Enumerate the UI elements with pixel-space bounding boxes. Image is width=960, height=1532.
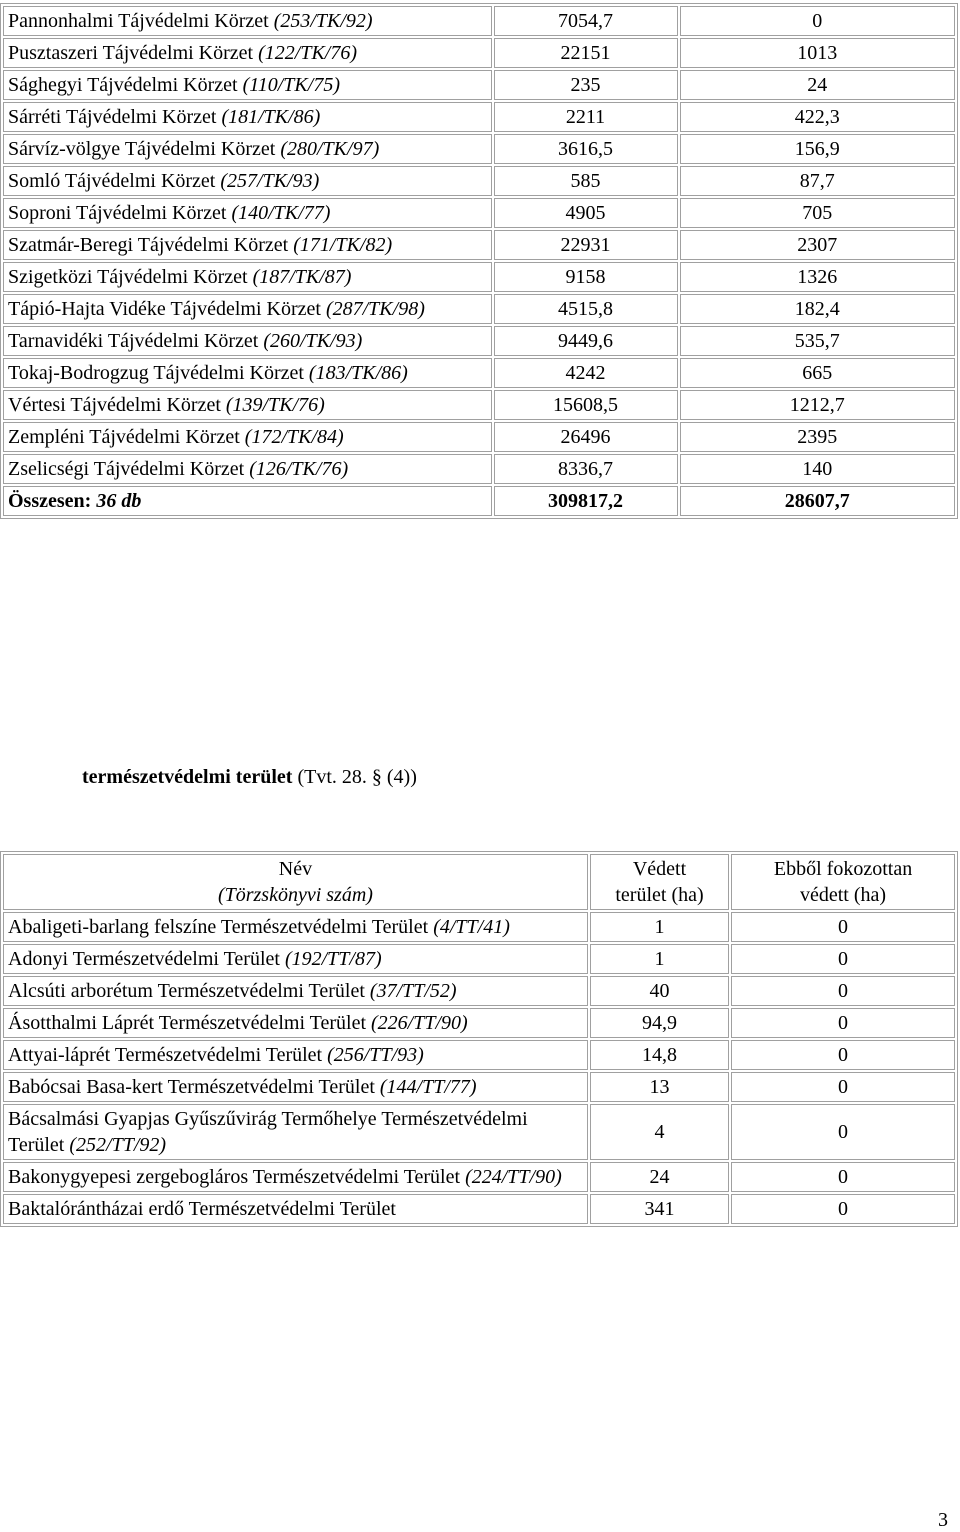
table-row [3,166,955,196]
page-number: 3 [938,1509,948,1531]
name-cell [3,454,492,484]
table-row [3,1040,955,1070]
strictly-protected-value: 0 [731,1040,955,1070]
area-name: Attyai-láprét Természetvédelmi Terület [8,1044,323,1066]
table-row [3,1162,955,1192]
protected-area-value: 341 [590,1194,729,1224]
total-label: Összesen: [8,490,92,512]
protected-area-value: 3616,5 [494,134,678,164]
protected-area-value: 26496 [494,422,678,452]
name-cell [3,262,492,292]
name-cell [3,6,492,36]
area-name: Abaligeti-barlang felszíne Természetvédelmi Terület [8,916,429,938]
area-name: Bácsalmási Gyapjas Gyűszűvirág Termőhelye Természetvédelmi Terület [8,1108,528,1156]
name-cell [3,912,588,942]
area-name: Sárréti Tájvédelmi Körzet [8,106,217,128]
registry-number: (126/TK/76) [249,458,349,480]
area-name: Alcsúti arborétum Természetvédelmi Terület [8,980,365,1002]
section-heading-bold: természetvédelmi terület [82,766,293,788]
name-cell [3,1040,588,1070]
strictly-protected-value: 1212,7 [680,390,955,420]
table-row [3,6,955,36]
name-cell [3,70,492,100]
strictly-protected-value: 535,7 [680,326,955,356]
name-cell [3,230,492,260]
area-name: Tokaj-Bodrogzug Tájvédelmi Körzet [8,362,304,384]
table-row [3,102,955,132]
strictly-protected-value: 0 [731,1008,955,1038]
strictly-protected-value: 1013 [680,38,955,68]
protected-area-value: 13 [590,1072,729,1102]
area-name: Babócsai Basa-kert Természetvédelmi Terület [8,1076,375,1098]
protected-area-value: 235 [494,70,678,100]
area-name: Adonyi Természetvédelmi Terület [8,948,280,970]
table-row [3,358,955,388]
protected-area-value: 2211 [494,102,678,132]
area-name: Vértesi Tájvédelmi Körzet [8,394,221,416]
registry-number: (140/TK/77) [231,202,331,224]
protected-area-value: 9449,6 [494,326,678,356]
table-row [3,1194,955,1224]
protected-area-value: 7054,7 [494,6,678,36]
registry-number: (144/TT/77) [379,1076,477,1098]
total-count: 36 db [96,490,142,512]
registry-number: (192/TT/87) [284,948,382,970]
protected-area-value: 4 [590,1104,729,1160]
name-cell [3,422,492,452]
name-cell [3,166,492,196]
header-registry-number: (Törzskönyvi szám) [217,884,373,906]
strictly-protected-value: 422,3 [680,102,955,132]
name-cell [3,38,492,68]
strictly-protected-value: 140 [680,454,955,484]
name-cell [3,390,492,420]
area-name: Ásotthalmi Láprét Természetvédelmi Terület [8,1012,367,1034]
header-area-cell [590,854,729,910]
table-header-row [3,854,955,910]
area-name: Tarnavidéki Tájvédelmi Körzet [8,330,259,352]
strictly-protected-value: 2395 [680,422,955,452]
registry-number: (4/TT/41) [433,916,510,938]
section-heading-reference: (Tvt. 28. § (4)) [297,766,417,788]
registry-number: (183/TK/86) [308,362,408,384]
strictly-protected-value: 1326 [680,262,955,292]
header-strict-cell [731,854,955,910]
protected-landscape-table [0,3,958,519]
name-cell [3,1162,588,1192]
table-row [3,944,955,974]
table-row [3,912,955,942]
protected-area-value: 585 [494,166,678,196]
header-name-cell [3,854,588,910]
area-name: Tápió-Hajta Vidéke Tájvédelmi Körzet [8,298,321,320]
area-name: Sághegyi Tájvédelmi Körzet [8,74,238,96]
registry-number: (172/TK/84) [244,426,344,448]
header-strict-line1: Ebből fokozottan [773,858,913,880]
protected-area-value: 8336,7 [494,454,678,484]
protected-area-value: 24 [590,1162,729,1192]
protected-area-value: 4242 [494,358,678,388]
name-cell [3,1072,588,1102]
strictly-protected-value: 182,4 [680,294,955,324]
strictly-protected-value: 0 [731,1072,955,1102]
total-row [3,486,955,516]
table-row [3,326,955,356]
table-row [3,1072,955,1102]
name-cell [3,358,492,388]
total-label-cell [3,486,492,516]
protected-area-value: 1 [590,944,729,974]
table-row [3,38,955,68]
strictly-protected-value: 0 [731,1104,955,1160]
name-cell [3,134,492,164]
section-heading [82,763,417,791]
name-cell [3,1104,588,1160]
registry-number: (226/TT/90) [371,1012,468,1034]
strictly-protected-value: 665 [680,358,955,388]
total-strict-value: 28607,7 [680,486,955,516]
registry-number: (256/TT/93) [327,1044,424,1066]
registry-number: (122/TK/76) [258,42,358,64]
area-name: Szatmár-Beregi Tájvédelmi Körzet [8,234,289,256]
name-cell [3,1008,588,1038]
strictly-protected-value: 156,9 [680,134,955,164]
protected-area-value: 22931 [494,230,678,260]
nature-reserve-table [0,851,958,1227]
strictly-protected-value: 705 [680,198,955,228]
registry-number: (171/TK/82) [293,234,393,256]
registry-number: (280/TK/97) [280,138,380,160]
protected-area-value: 4905 [494,198,678,228]
name-cell [3,198,492,228]
area-name: Bakonygyepesi zergebogláros Természetvédelmi Terület [8,1166,461,1188]
table-row [3,70,955,100]
table-row [3,1104,955,1160]
area-name: Zempléni Tájvédelmi Körzet [8,426,240,448]
header-area-line1: Védett [632,858,687,880]
name-cell [3,944,588,974]
name-cell [3,976,588,1006]
table-row [3,1008,955,1038]
area-name: Zselicségi Tájvédelmi Körzet [8,458,245,480]
protected-area-value: 15608,5 [494,390,678,420]
registry-number: (287/TK/98) [325,298,425,320]
table-row [3,390,955,420]
area-name: Szigetközi Tájvédelmi Körzet [8,266,248,288]
area-name: Somló Tájvédelmi Körzet [8,170,216,192]
registry-number: (139/TK/76) [225,394,325,416]
total-area-value: 309817,2 [494,486,678,516]
area-name: Sárvíz-völgye Tájvédelmi Körzet [8,138,276,160]
table-row [3,230,955,260]
header-area-line2: terület (ha) [615,884,704,906]
table-row [3,262,955,292]
protected-area-value: 1 [590,912,729,942]
protected-area-value: 4515,8 [494,294,678,324]
area-name: Pusztaszeri Tájvédelmi Körzet [8,42,254,64]
name-cell [3,102,492,132]
name-cell [3,294,492,324]
registry-number: (187/TK/87) [252,266,352,288]
protected-area-value: 14,8 [590,1040,729,1070]
table-row [3,294,955,324]
registry-number: (253/TK/92) [273,10,373,32]
name-cell [3,326,492,356]
name-cell [3,1194,588,1224]
protected-area-value: 94,9 [590,1008,729,1038]
table-row [3,198,955,228]
area-name: Pannonhalmi Tájvédelmi Körzet [8,10,269,32]
strictly-protected-value: 0 [731,1162,955,1192]
table-row [3,454,955,484]
registry-number: (181/TK/86) [221,106,321,128]
registry-number: (257/TK/93) [220,170,320,192]
strictly-protected-value: 0 [680,6,955,36]
strictly-protected-value: 0 [731,1194,955,1224]
protected-area-value: 22151 [494,38,678,68]
strictly-protected-value: 24 [680,70,955,100]
table-row [3,422,955,452]
area-name: Baktalórántházai erdő Természetvédelmi Terület [8,1198,396,1220]
strictly-protected-value: 0 [731,912,955,942]
strictly-protected-value: 0 [731,944,955,974]
strictly-protected-value: 2307 [680,230,955,260]
table-row [3,134,955,164]
registry-number: (110/TK/75) [242,74,340,96]
registry-number: (260/TK/93) [263,330,363,352]
registry-number: (37/TT/52) [369,980,457,1002]
header-name: Név [278,858,313,880]
protected-area-value: 40 [590,976,729,1006]
registry-number: (252/TT/92) [69,1134,167,1156]
table-row [3,976,955,1006]
strictly-protected-value: 87,7 [680,166,955,196]
area-name: Soproni Tájvédelmi Körzet [8,202,227,224]
protected-area-value: 9158 [494,262,678,292]
registry-number: (224/TT/90) [465,1166,562,1188]
header-strict-line2: védett (ha) [800,884,887,906]
strictly-protected-value: 0 [731,976,955,1006]
